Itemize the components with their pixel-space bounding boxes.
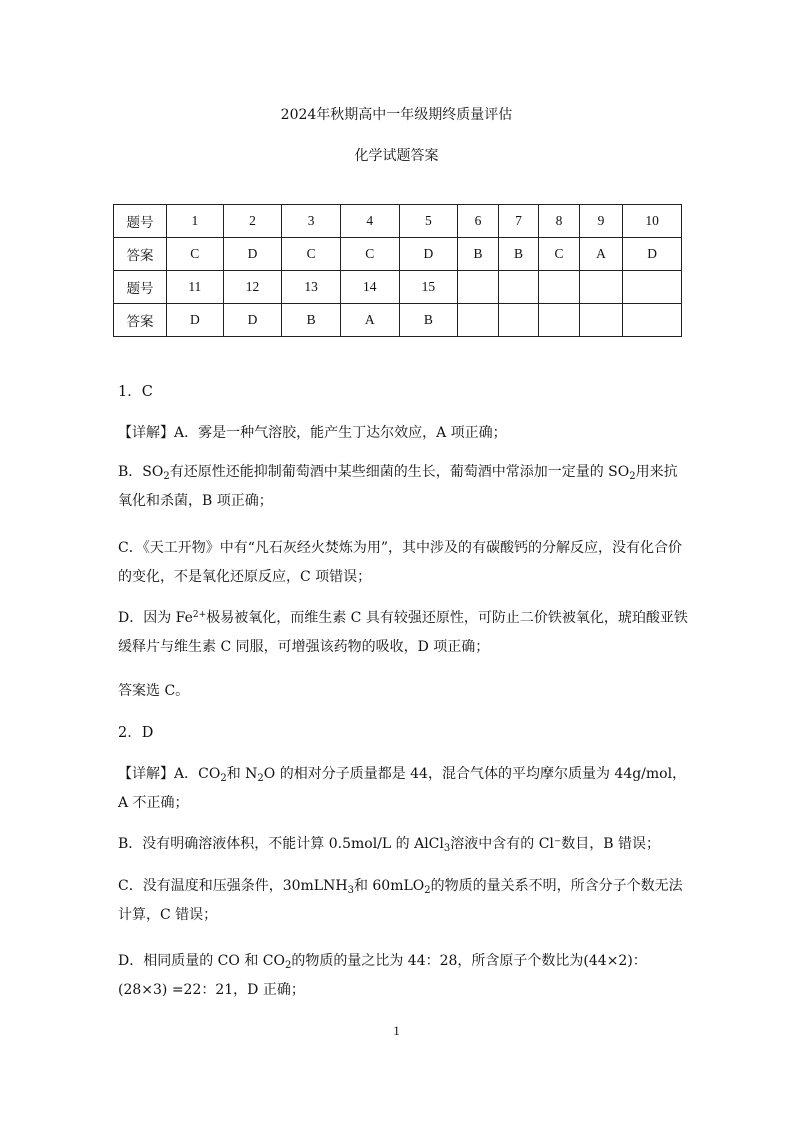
answer-cell: 7 — [498, 205, 539, 238]
answer-cell: 13 — [282, 271, 341, 304]
row-label: 题号 — [114, 205, 167, 238]
q1-detail-d: D．因为 $Fe^{2+}$极易被氧化，而维生素 C 具有较强还原性，可防止二价铁被氧化，琥珀酸亚铁缓释片与维生素 C 同服，可增强该药物的吸收，D 项正确； — [118, 610, 688, 655]
answer-cell: 5 — [399, 205, 458, 238]
answer-cell: 8 — [539, 205, 580, 238]
row-label: 题号 — [114, 271, 167, 304]
q1-detail-b: B．$SO_2$有还原性还能抑制葡萄酒中某些细菌的生长，葡萄酒中常添加一定量的 $SO_2$用来抗氧化和杀菌，B 项正确； — [118, 464, 678, 509]
q1-detail-a: 【详解】A．雾是一种气溶胶，能产生丁达尔效应，A 项正确； — [118, 425, 507, 441]
answer-cell: D — [223, 304, 282, 337]
answer-cell — [458, 304, 499, 337]
page-number: 1 — [393, 1023, 400, 1038]
answer-cell — [539, 271, 580, 304]
answer-table-row — [114, 271, 682, 304]
q2-detail-d: D．相同质量的 CO 和 $CO_2$的物质的量之比为 44：28，所含原子个数比为(44×2)：(28×3) =22：21，D 正确； — [118, 953, 647, 998]
answer-cell: 1 — [167, 205, 224, 238]
q2-detail-b: B．没有明确溶液体积，不能计算 0.5mol/L 的 AlCl$_3$溶液中含有的 Cl⁻数目，B 错误； — [118, 836, 661, 854]
answer-cell: 9 — [579, 205, 622, 238]
q1-detail-c: C．《天工开物》中有“凡石灰经火焚炼为用”，其中涉及的有碳酸钙的分解反应，没有化合价的变化，不是氧化还原反应，C 项错误； — [118, 540, 683, 585]
answer-table — [113, 204, 682, 337]
answer-cell: B — [282, 304, 341, 337]
row-label: 答案 — [114, 238, 167, 271]
answer-cell — [623, 271, 682, 304]
q2-detail-c: C．没有温度和压强条件，30mLNH$_3$和 60mLO$_2$的物质的量关系不明，所含分子个数无法计算，C 错误； — [118, 878, 683, 923]
q2-answer: 2．D — [118, 725, 154, 741]
answer-cell: A — [340, 304, 399, 337]
answer-cell: D — [623, 238, 682, 271]
answer-cell: 15 — [399, 271, 458, 304]
q1-answer: 1．C — [118, 384, 153, 400]
document-subtitle: 化学试题答案 — [354, 148, 439, 164]
answer-table-row — [114, 304, 682, 337]
answer-cell — [579, 271, 622, 304]
answer-cell: B — [399, 304, 458, 337]
answer-cell: 6 — [458, 205, 499, 238]
q2-detail-a: 【详解】A．$CO_2$和 $N_2O$ 的相对分子质量都是 44，混合气体的平均摩尔质量为 44g/mol，A 不正确； — [118, 766, 687, 811]
answer-cell — [498, 271, 539, 304]
answer-cell: D — [223, 238, 282, 271]
answer-cell: 4 — [340, 205, 399, 238]
answer-cell: C — [539, 238, 580, 271]
answer-cell — [458, 271, 499, 304]
answer-cell: D — [167, 304, 224, 337]
answer-table-row — [114, 238, 682, 271]
answer-cell: A — [579, 238, 622, 271]
row-label: 答案 — [114, 304, 167, 337]
answer-cell — [539, 304, 580, 337]
answer-cell: B — [498, 238, 539, 271]
answer-table-row — [114, 205, 682, 238]
answer-cell — [498, 304, 539, 337]
answer-cell: 2 — [223, 205, 282, 238]
answer-cell — [623, 304, 682, 337]
answer-cell: C — [167, 238, 224, 271]
answer-cell: B — [458, 238, 499, 271]
answer-cell: D — [399, 238, 458, 271]
answer-cell: 11 — [167, 271, 224, 304]
answer-cell: C — [282, 238, 341, 271]
document-title: 2024年秋期高中一年级期终质量评估 — [280, 107, 513, 123]
answer-cell: C — [340, 238, 399, 271]
answer-cell: 10 — [623, 205, 682, 238]
answer-cell: 14 — [340, 271, 399, 304]
answer-cell — [579, 304, 622, 337]
answer-cell: 3 — [282, 205, 341, 238]
answer-cell: 12 — [223, 271, 282, 304]
q1-conclusion: 答案选 C。 — [118, 683, 190, 699]
